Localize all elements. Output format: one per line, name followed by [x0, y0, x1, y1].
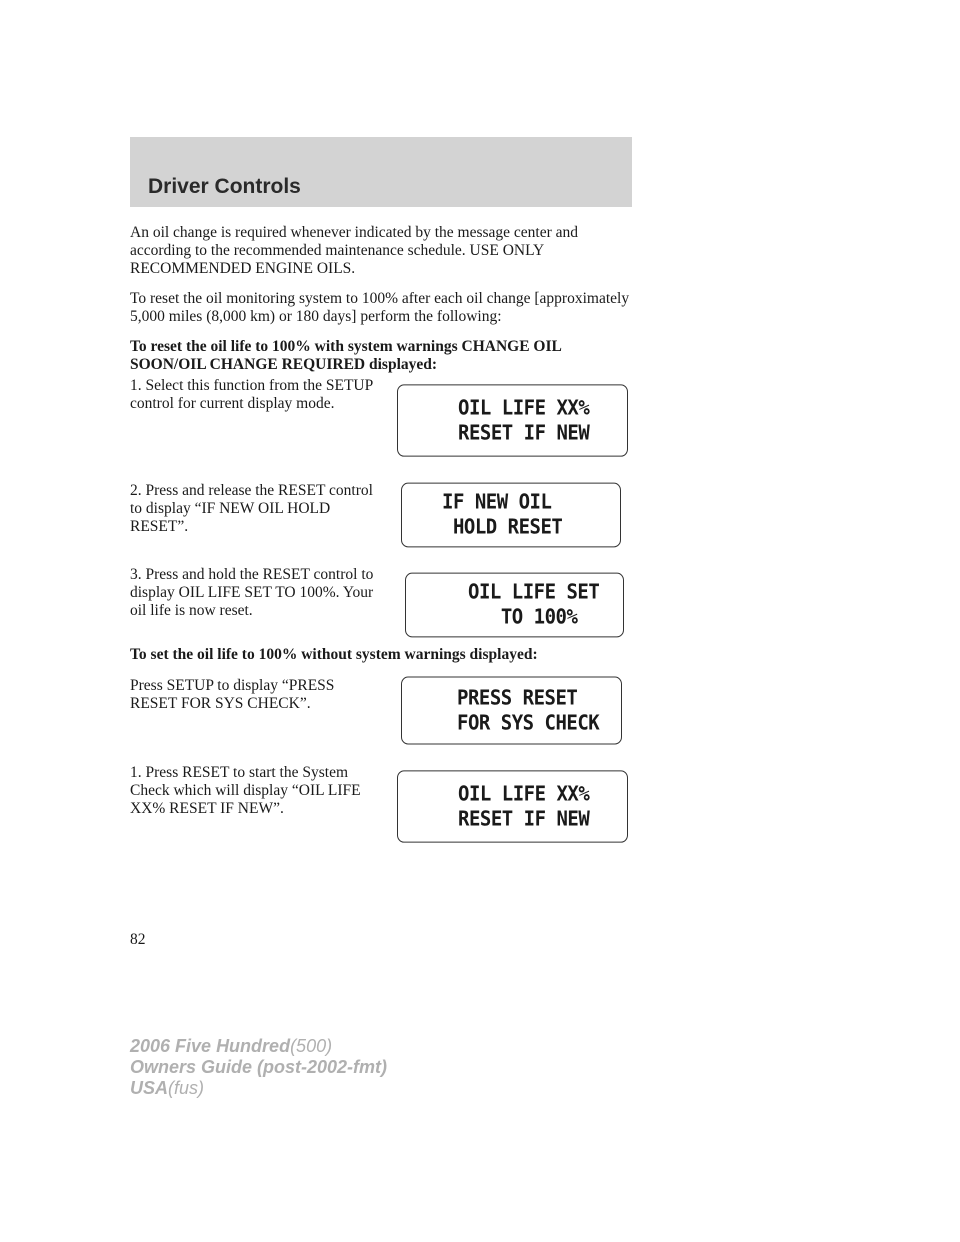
- step-1-system-check: 1. Press RESET to start the System Check which will display “OIL LIFE XX% RESET IF NEW”.: [130, 764, 361, 817]
- footer-line-1: [130, 1036, 387, 1057]
- step-3-press-hold: 3. Press and hold the RESET control to display OIL LIFE SET TO 100%. Your oil life is now reset.: [130, 566, 374, 619]
- section-title: Driver Controls: [148, 175, 301, 198]
- footer-region: USA: [130, 1078, 169, 1098]
- display-line: OIL LIFE XX%: [458, 395, 590, 420]
- footer-line-2: [130, 1057, 387, 1078]
- display-line: PRESS RESET: [457, 685, 578, 710]
- message-display-press-reset: [401, 676, 622, 744]
- step-press-setup: Press SETUP to display “PRESS RESET FOR SYS CHECK”.: [130, 677, 335, 712]
- step-1-select: 1. Select this function from the SETUP control for current display mode.: [130, 377, 373, 412]
- message-display-oil-life-check: [397, 770, 628, 842]
- reset-paragraph: To reset the oil monitoring system to 100% after each oil change [approximately 5,000 miles (8,000 km) or 180 days] perform the following:: [130, 290, 630, 325]
- page-number: 82: [130, 931, 146, 948]
- footer-model: 2006 Five Hundred: [130, 1036, 291, 1056]
- step-2-press-release: 2. Press and release the RESET control to display “IF NEW OIL HOLD RESET”.: [130, 482, 373, 535]
- footer-line-3: [130, 1078, 387, 1099]
- footer-guide: Owners Guide (post-2002-fmt): [130, 1057, 388, 1077]
- message-display-oil-life-set: [405, 573, 624, 638]
- display-line: RESET IF NEW: [458, 806, 590, 831]
- without-warnings-heading: To set the oil life to 100% without system warnings displayed:: [130, 646, 538, 663]
- display-line: IF NEW OIL: [442, 490, 552, 514]
- message-display-oil-life: [397, 384, 628, 456]
- display-line: OIL LIFE XX%: [458, 781, 590, 806]
- footer-model-code: (500): [290, 1036, 333, 1056]
- section-header: [130, 137, 632, 207]
- document-footer: [130, 1036, 387, 1099]
- display-line: HOLD RESET: [442, 515, 563, 539]
- display-line: TO 100%: [468, 605, 578, 629]
- intro-paragraph: An oil change is required whenever indicated by the message center and according to the recommended maintenance schedule. USE ONLY RECOMMENDED ENGINE OILS.: [130, 224, 579, 277]
- display-line: OIL LIFE SET: [468, 580, 600, 604]
- with-warnings-heading: To reset the oil life to 100% with system warnings CHANGE OIL SOON/OIL CHANGE REQUIRED displayed:: [130, 338, 561, 373]
- footer-region-code: (fus): [168, 1078, 205, 1098]
- display-line: RESET IF NEW: [458, 420, 590, 445]
- display-line: FOR SYS CHECK: [457, 710, 600, 735]
- message-display-if-new-oil: [401, 483, 621, 548]
